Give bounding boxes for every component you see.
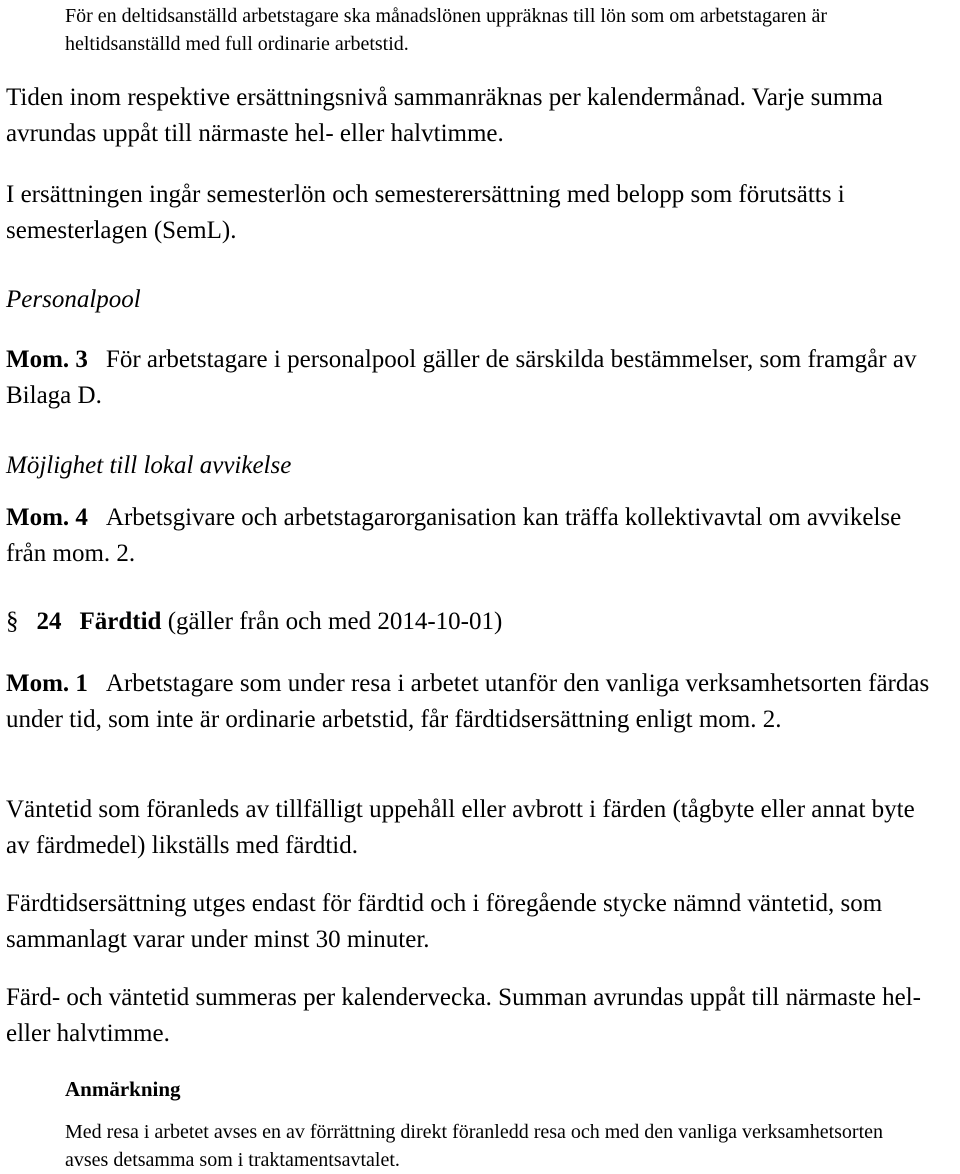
paragraph-mom-4 bbox=[6, 500, 930, 572]
note-title: Anmärkning bbox=[65, 1077, 181, 1101]
paragraph-mom-1 bbox=[6, 666, 930, 738]
section-symbol: § bbox=[6, 608, 19, 635]
paragraph-vacation-pay: I ersättningen ingår semesterlön och semesterersättning med belopp som förutsätts i semesterlagen (SemL). bbox=[6, 181, 845, 244]
note-text: Med resa i arbetet avses en av förrättning direkt föranledd resa och med den vanliga verksamhetsorten avses detsamma som i traktamentsavtalet. bbox=[65, 1121, 884, 1171]
heading-personalpool: Personalpool bbox=[6, 286, 141, 313]
section-note: (gäller från och med 2014-10-01) bbox=[167, 608, 503, 635]
paragraph-waiting-time: Väntetid som föranleds av tillfälligt uppehåll eller avbrott i färden (tågbyte eller annat byte av färdmedel) likställs med färdtid. bbox=[6, 796, 915, 859]
section-heading-24 bbox=[6, 604, 930, 640]
mom-3-label: Mom. 3 bbox=[6, 346, 88, 373]
mom-4-label: Mom. 4 bbox=[6, 504, 88, 531]
heading-local-deviation: Möjlighet till lokal avvikelse bbox=[6, 452, 292, 479]
paragraph-weekly-sum: Färd- och väntetid summeras per kalendervecka. Summan avrundas uppåt till närmaste hel- eller halvtimme. bbox=[6, 984, 921, 1047]
section-number: 24 bbox=[36, 608, 62, 635]
paragraph-parttime: För en deltidsanställd arbetstagare ska månadslönen uppräknas till lön som om arbetstagaren är heltidsanställd med full ordinarie arbetstid. bbox=[65, 5, 828, 55]
mom-1-text: Arbetstagare som under resa i arbetet utanför den vanliga verksamhetsorten färdas under tid, som inte är ordinarie arbetstid, får färdtidsersättning enligt mom. 2. bbox=[6, 670, 930, 733]
section-title: Färdtid bbox=[79, 608, 162, 635]
paragraph-travel-compensation: Färdtidsersättning utges endast för färdtid och i föregående stycke nämnd väntetid, som sammanlagt varar under minst 30 minuter. bbox=[6, 890, 883, 953]
paragraph-summation: Tiden inom respektive ersättningsnivå sammanräknas per kalendermånad. Varje summa avrundas uppåt till närmaste hel- eller halvtimme. bbox=[6, 84, 883, 147]
paragraph-mom-3 bbox=[6, 342, 930, 414]
mom-3-text: För arbetstagare i personalpool gäller de särskilda bestämmelser, som framgår av Bilaga D. bbox=[6, 346, 917, 409]
mom-1-label: Mom. 1 bbox=[6, 670, 88, 697]
mom-4-text: Arbetsgivare och arbetstagarorganisation kan träffa kollektivavtal om avvikelse från mom. 2. bbox=[6, 504, 902, 567]
